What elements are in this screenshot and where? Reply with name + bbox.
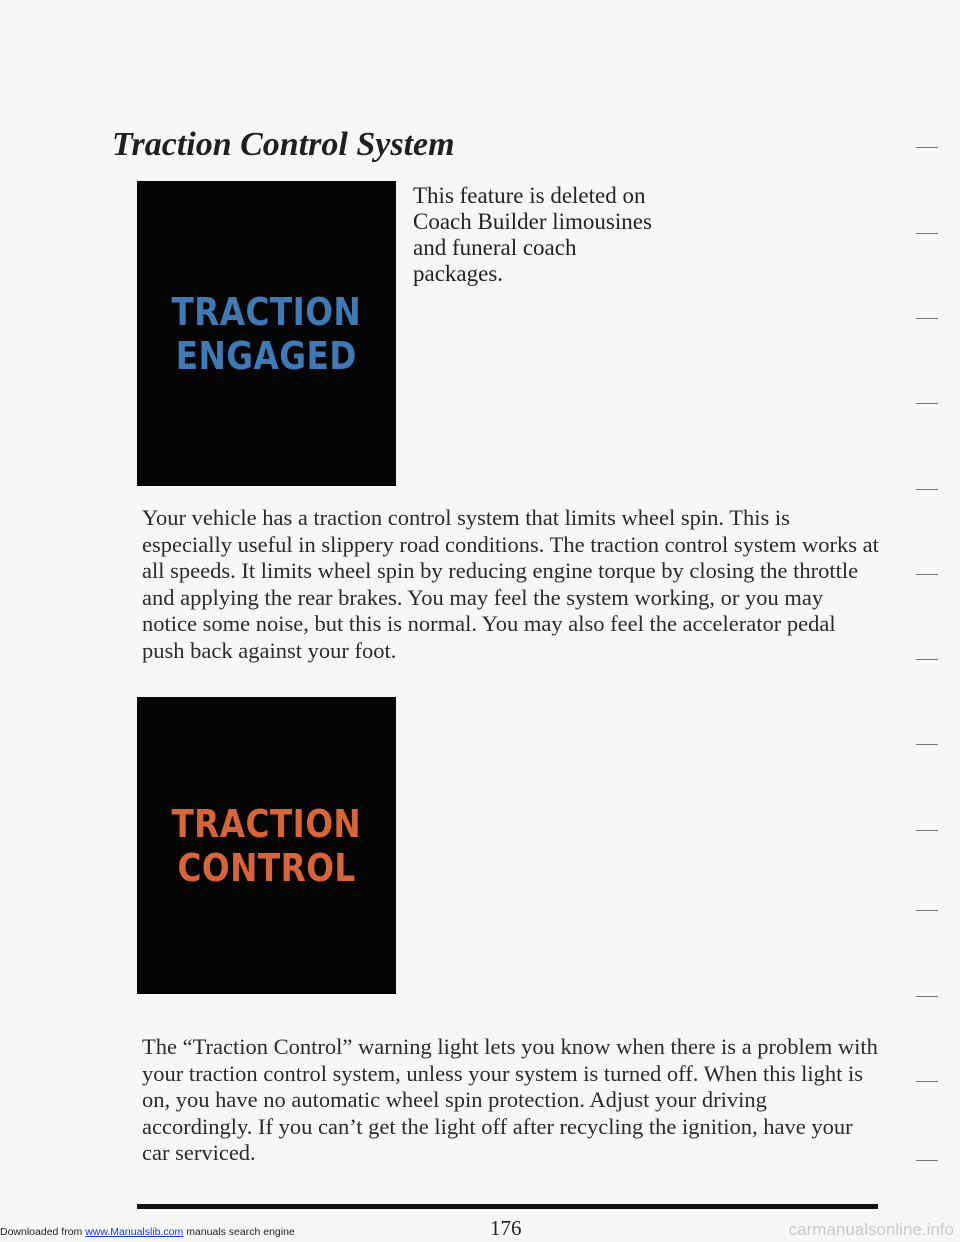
indicator-line: TRACTION [171,289,362,334]
indicator-line: TRACTION [171,801,362,846]
manualslib-link[interactable]: www.Manualslib.com [85,1226,184,1238]
indicator-line: CONTROL [177,845,356,890]
side-note: This feature is deleted on Coach Builder limousines and funeral coach packages. [413,183,652,286]
watermark: carmanualsonline.info [788,1220,954,1239]
edge-mark [916,574,938,575]
body-paragraph: The “Traction Control” warning light lets you know when there is a problem with your traction control system, unless your system is turned off. When this light is on, you have no automatic wheel spin protection. Adjust your driving accordingly. If you can’t get the light off after recycling the ignition, have your car serviced. [142,1034,878,1165]
edge-mark [916,996,938,997]
indicator-line: ENGAGED [175,333,358,378]
edge-mark [916,318,938,319]
edge-mark [916,659,938,660]
edge-mark [916,1160,938,1161]
edge-mark [916,147,938,148]
edge-mark [916,233,938,234]
page-title: Traction Control System [112,126,455,163]
page-number: 176 [490,1216,522,1240]
body-paragraph: Your vehicle has a traction control system that limits wheel spin. This is especially useful in slippery road conditions. The traction control system works at all speeds. It limits wheel spin by reducing engine torque by closing the throttle and applying the rear brakes. You may feel the system working, or you may notice some noise, but this is normal. You may also feel the accelerator pedal push back against your foot. [142,505,879,663]
edge-mark [916,403,938,404]
edge-mark [916,489,938,490]
download-footer [0,1226,295,1238]
footer-suffix: manuals search engine [186,1226,295,1238]
traction-control-indicator [137,697,396,994]
edge-mark [916,830,938,831]
edge-mark [916,1081,938,1082]
footer-rule [137,1204,878,1209]
edge-mark [916,744,938,745]
edge-mark [916,910,938,911]
traction-engaged-indicator [137,181,396,486]
footer-prefix: Downloaded from [0,1226,83,1238]
